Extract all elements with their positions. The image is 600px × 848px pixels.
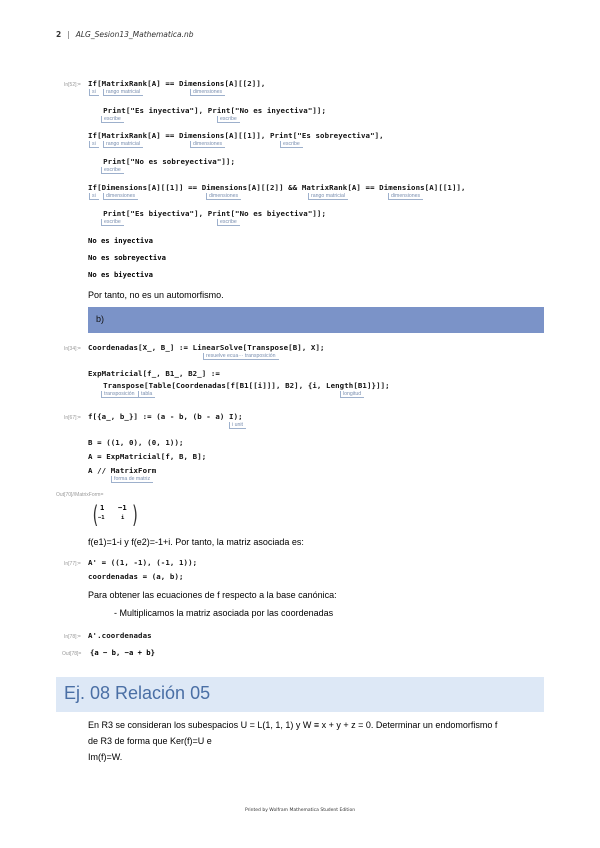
notebook-title: ALG_Sesion13_Mathematica.nb — [75, 30, 194, 39]
code-line[interactable]: B = ((1, 0), (0, 1)); — [88, 438, 184, 447]
autocomplete-hint: escribe — [101, 219, 124, 226]
output-line: {a − b, −a + b} — [90, 648, 155, 657]
matrix-cell: −1 — [98, 515, 105, 521]
code-line[interactable]: Print["No es sobreyectiva"]]; — [94, 157, 236, 166]
code-line[interactable]: If[Dimensions[A][[1]] == Dimensions[A][[2]] && MatrixRank[A] == Dimensions[A][[1]], — [88, 183, 466, 192]
input-label: In[77]:= — [64, 561, 81, 567]
code-line[interactable]: Print["Es inyectiva"], Print["No es inyectiva"]]; — [94, 106, 327, 115]
text-paragraph: Im(f)=W. — [88, 752, 123, 762]
code-line[interactable]: A'.coordenadas — [88, 631, 152, 640]
output-line: No es sobreyectiva — [88, 253, 166, 262]
output-label: Out[78]= — [62, 651, 82, 657]
section-header — [56, 677, 544, 712]
section-title: Ej. 08 Relación 05 — [64, 683, 211, 703]
autocomplete-hint: rango matricial — [103, 141, 143, 148]
left-bracket: ( — [90, 501, 100, 529]
page-header — [56, 30, 194, 39]
autocomplete-hint: transposición — [101, 391, 138, 398]
code-line[interactable]: A' = ((1, -1), (-1, 1)); — [88, 558, 198, 567]
code-line[interactable]: If[MatrixRank[A] == Dimensions[A][[2]], — [88, 79, 266, 88]
code-line[interactable]: A = ExpMatricial[f, B, B]; — [88, 452, 207, 461]
autocomplete-hint: forma de matriz — [111, 476, 153, 483]
text-paragraph: f(e1)=1-i y f(e2)=-1+i. Por tanto, la matriz asociada es: — [88, 537, 304, 547]
autocomplete-hint: escribe — [217, 116, 240, 123]
text-paragraph: Para obtener las ecuaciones de f respecto a la base canónica: — [88, 590, 337, 600]
autocomplete-hint: dimensiones — [190, 141, 225, 148]
autocomplete-hint: rango matricial — [103, 89, 143, 96]
autocomplete-hint: si — [89, 193, 99, 200]
autocomplete-hint: dimensiones — [388, 193, 423, 200]
matrix-cell: i — [121, 515, 125, 521]
autocomplete-hint: dimensiones — [190, 89, 225, 96]
code-line[interactable]: A // MatrixForm — [88, 466, 157, 475]
autocomplete-hint: escribe — [101, 116, 124, 123]
subsection-header — [88, 307, 544, 333]
input-label: In[52]:= — [64, 82, 81, 88]
code-line[interactable]: Print["Es biyectiva"], Print["No es biyectiva"]]; — [94, 209, 327, 218]
code-line[interactable]: Transpose[Table[Coordenadas[f[B1[[i]]], B2], {i, Length[B1]}]]; — [94, 381, 390, 390]
code-line[interactable]: ExpMatricial[f_, B1_, B2_] := — [88, 369, 220, 378]
input-label: In[67]:= — [64, 415, 81, 421]
input-label: In[34]:= — [64, 346, 81, 352]
code-line[interactable]: Coordenadas[X_, B_] := LinearSolve[Transpose[B], X]; — [88, 343, 325, 352]
code-line[interactable]: If[MatrixRank[A] == Dimensions[A][[1]], Print["Es sobreyectiva"], — [88, 131, 384, 140]
autocomplete-hint: dimensiones — [103, 193, 138, 200]
text-paragraph: - Multiplicamos la matriz asociada por las coordenadas — [114, 608, 334, 618]
autocomplete-hint: tabla — [138, 391, 155, 398]
output-line: No es inyectiva — [88, 236, 153, 245]
text-paragraph: de R3 de forma que Ker(f)=U e — [88, 736, 212, 746]
matrix-cell: 1 — [100, 503, 105, 512]
header-separator: | — [67, 30, 70, 39]
autocomplete-hint: longitud — [340, 391, 364, 398]
matrix-cell: −1 — [118, 503, 127, 512]
text-paragraph: En R3 se consideran los subespacios U = L(1, 1, 1) y W ≡ x + y + z = 0. Determinar un endomorfismo f — [88, 720, 498, 730]
text-paragraph: Por tanto, no es un automorfismo. — [88, 290, 224, 300]
autocomplete-hint: si — [89, 141, 99, 148]
footer: Printed by Wolfram Mathematica Student Edition — [244, 808, 356, 813]
right-bracket: ) — [130, 501, 140, 529]
autocomplete-hint: i unit — [229, 422, 246, 429]
autocomplete-hint: resuelve ecua··· transposición — [203, 353, 279, 360]
subsection-title: b) — [96, 314, 105, 324]
page-number: 2 — [56, 30, 62, 39]
code-line[interactable]: coordenadas = (a, b); — [88, 572, 184, 581]
autocomplete-hint: rango matricial — [308, 193, 348, 200]
code-line[interactable]: f[{a_, b_}] := (a - b, (b - a) I); — [88, 412, 243, 421]
autocomplete-hint: dimensiones — [206, 193, 241, 200]
autocomplete-hint: escribe — [101, 167, 124, 174]
autocomplete-hint: escribe — [217, 219, 240, 226]
output-label: Out[70]//MatrixForm= — [56, 492, 104, 498]
output-line: No es biyectiva — [88, 270, 153, 279]
autocomplete-hint: escribe — [280, 141, 303, 148]
input-label: In[78]:= — [64, 634, 81, 640]
autocomplete-hint: si — [89, 89, 99, 96]
